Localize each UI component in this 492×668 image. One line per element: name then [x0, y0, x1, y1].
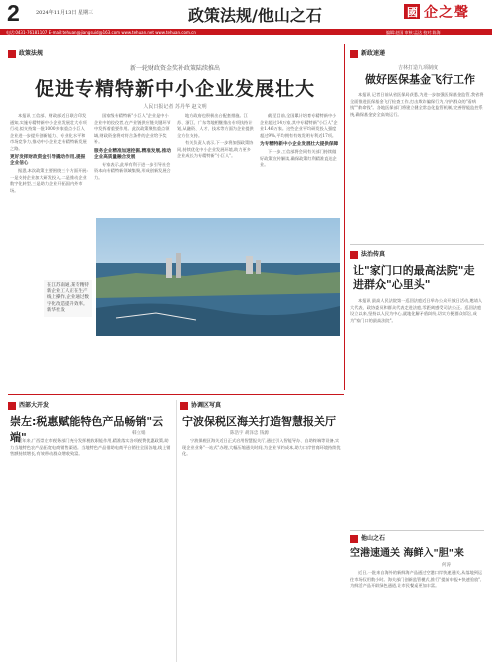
column-divider [176, 400, 177, 662]
svg-text:企之聲: 企之聲 [424, 5, 469, 21]
paragraph: 宁波保税区海关近日正式启用智慧报关厅,通过引入智能导办、自助终端等设备,实现企业业务"一站式"办理,大幅压缩通关时间,为企业节约成本,助力口岸营商环境持续优化。 [182, 438, 341, 456]
divider [350, 244, 484, 245]
section-tag-west: 西部大开发 [8, 401, 49, 411]
paragraph: 据悉,本次政策主要围绕三个方面开展:一是支持企业加大研发投入,二是推动企业数字化转型,三是助力企业开拓国内外市场。 [10, 168, 88, 193]
ningbo-headline: 宁波保税区海关打造智慧报关厅 [182, 415, 336, 428]
law-body [350, 298, 484, 528]
logo-icon [404, 2, 480, 21]
paragraph: 本报讯 工信部、财政部近日联合印发通知,实施专精特新中小企业发展壮大专项行动,拟支持第一批1000多家重点小巨人企业进一步提升创新能力、专业化水平和市场竞争力,推动中小企业走专精特新发展之路。 [10, 113, 87, 151]
seafood-body [350, 570, 484, 662]
section-tag-policy: 政策法规 [8, 49, 43, 59]
section-title: 政策法规/他山之石 [188, 6, 322, 25]
paragraph: 有关负责人表示,下一步将加强政策协同,持续优化中小企业发展环境,助力更多企业成长为专精特新"小巨人"。 [177, 140, 254, 158]
page-header [0, 0, 492, 27]
article-byline: 人民日报记者 苏丹华 赵文明 [143, 104, 207, 110]
chongzuo-author: 韩立娟 [132, 431, 146, 436]
seafood-headline: 空港速通关 海鲜入"胆"来 [350, 548, 464, 559]
brief-subtitle: 吉林打造九项制度 [398, 65, 439, 71]
issue-date: 2024年11月13日 星期三 [36, 10, 94, 16]
column-divider [344, 44, 345, 390]
page-number: 2 [7, 0, 20, 26]
article-column-3 [177, 113, 255, 215]
article-subheading: 更好发挥财政资金引导撬动作用,提振企业信心 [10, 155, 86, 166]
section-tag-elsewhere: 他山之石 [350, 534, 385, 544]
chongzuo-headline: 崇左:税惠赋能特色产品畅销"云端" [10, 415, 164, 444]
brief-body [350, 92, 484, 242]
article-photo [96, 218, 340, 336]
paragraph: 近日,一批来自海外的新鲜海产品通过空港口岸快速通关,从落地到运往市场仅用数小时。海关部门创新监管模式,推行"提前申报+快速验放",为鲜活产品开辟绿色通道,让市民餐桌更加丰富。 [350, 570, 483, 588]
contact-bar [0, 29, 492, 35]
paragraph: 本报讯 记者日前从省医保局获悉,为进一步加强医保基金监管,我省将全面推进医保基金飞行检查工作,打击欺诈骗保行为,守护群众的"看病钱""救命钱"。各地医保部门将建立健全常态化监管机制,完善智能监控系统,确保基金安全高效运行。 [350, 92, 484, 117]
article-subtitle: 新一轮财政资金奖补政策陆续推出 [129, 65, 220, 72]
photo-caption: 在江苏南通,某专精特新企业工人正在生产线上操作,企业通过数字化改造提升效率。新华社发 [44, 280, 92, 317]
article-subheading: 为专精特新中小企业发展壮大提供保障 [260, 142, 339, 147]
brief-headline: 做好医保基金飞行工作 [365, 73, 475, 86]
paragraph: 截至目前,全国累计培育专精特新中小企业超过14万家,其中专精特新"小巨人"企业1.46万家。这些企业平均研发投入强度超过9%,平均拥有有效发明专利近17项。 [260, 113, 338, 138]
coastal-city-photo [96, 218, 340, 336]
paragraph: 专家表示,此举有利于进一步引导社会资本向专精特新领域集聚,形成创新发展合力。 [94, 161, 171, 180]
editor-info: 编辑:赵国 审核:孟达 校对:陈海 [386, 30, 441, 35]
svg-text:國: 國 [407, 6, 419, 19]
article-subheading: 服务企业精准加速挖掘,精准发展,推动企业高质量融合发展 [94, 148, 171, 160]
section-rule [8, 394, 344, 395]
article-column-2 [94, 113, 172, 215]
law-headline: 让"家门口的最高法院"走进群众"心里头" [353, 264, 475, 291]
chongzuo-body [10, 438, 172, 662]
contact-info: 电话:0431-76181107 E-mail:tehuan@jiangsuid@163.com www.tehuan.net www.tehuan.com.cn [6, 30, 196, 35]
section-tag-news: 新政速递 [350, 49, 385, 59]
paragraph: 国家级专精特新"小巨人"企业是中小企业中的佼佼者,在产业链供应链关键环节中发挥着重要作用。此次政策聚焦重点领域,财政资金将对符合条件的企业给予奖补。 [94, 113, 171, 144]
divider [350, 530, 484, 531]
paragraph: 本报讯 最高人民法院第一巡回法庭近日举办公众开放日活动,邀请人大代表、政协委员和群众代表走进法庭,零距离感受司法公正。巡回法庭设立以来,坚持以人民为中心,就地化解矛盾纠纷,切实方便群众诉讼,成为"家门口的最高法院"。 [350, 298, 483, 323]
ningbo-author: 陈浩宇 胡泽忠 钱源 [230, 431, 269, 436]
paragraph: 地方政府也积极出台配套措施。江苏、浙江、广东等地相继推出专项扶持计划,从融资、人才、技术等方面为企业提供全方位支持。 [177, 113, 254, 138]
section-tag-region: 协调区写真 [180, 401, 221, 411]
article-column-1 [10, 113, 88, 275]
section-tag-law: 法治传真 [350, 250, 385, 260]
newspaper-logo [404, 2, 480, 21]
paragraph: 下一步,工信部将会同有关部门持续做好政策宣传解读,确保政策红利精准直达企业。 [260, 149, 337, 167]
article-headline: 促进专精特新中小企业发展壮大 [34, 78, 315, 100]
paragraph: 近年来,广西崇左市税务部门充分发挥税收职能作用,精准落实各项税费优惠政策,助力当地特色农产品拓宽电商销售渠道。当地特色产品借助电商平台销往全国各地,线上销售额持续增长,有效带动群众增收致富。 [10, 438, 171, 456]
seafood-author: 何涛 [442, 563, 451, 568]
ningbo-body [182, 438, 342, 662]
